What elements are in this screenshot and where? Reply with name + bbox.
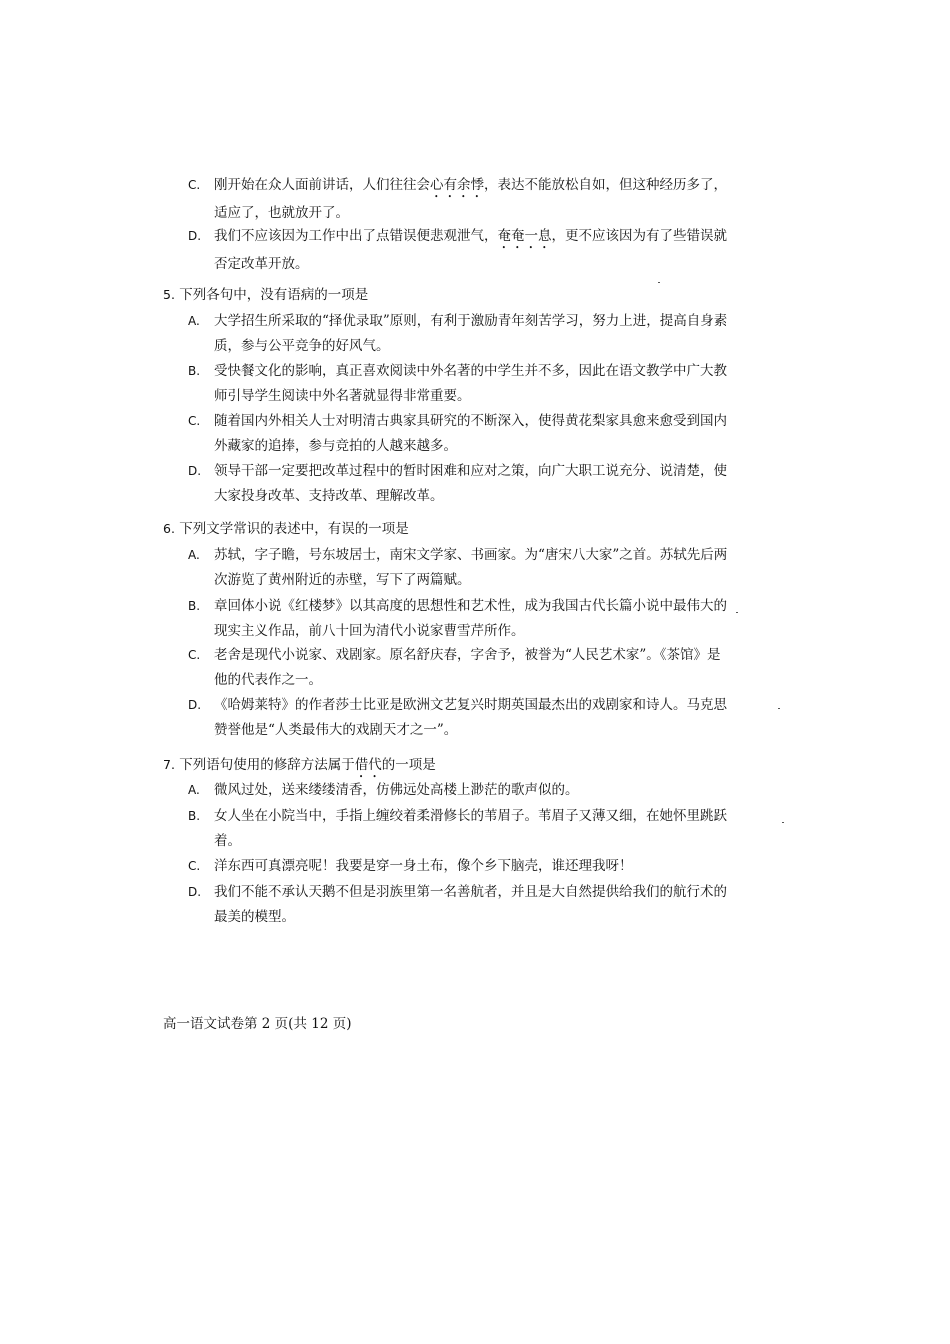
option-letter: D.	[188, 698, 202, 712]
question-5-stem	[163, 284, 723, 306]
question-7-option-d	[188, 880, 728, 930]
scan-speck	[736, 612, 738, 613]
option-text: 女人坐在小院当中，手指上缠绞着柔滑修长的苇眉子。苇眉子又薄又细，在她怀里跳跃着。	[214, 808, 727, 849]
option-letter: B.	[188, 809, 201, 823]
question-7-option-a	[188, 778, 728, 803]
question-7-option-c	[188, 854, 728, 879]
question-6-stem	[163, 518, 723, 540]
option-letter: D.	[188, 885, 202, 899]
question-number: 7.	[163, 757, 175, 772]
option-text: 我们不应该因为工作中出了点错误便悲观泄气，奄奄一息，更不应该因为有了些错误就否定改革开放。	[214, 228, 727, 272]
option-letter: A.	[188, 314, 200, 328]
option-text: 随着国内外相关人士对明清古典家具研究的不断深入，使得黄花梨家具愈来愈受到国内外藏家的追捧，参与竞拍的人越来越多。	[214, 413, 727, 454]
option-letter: C.	[188, 414, 201, 428]
option-letter: B.	[188, 599, 201, 613]
option-text: 洋东西可真漂亮呢！我要是穿一身土布，像个乡下脑壳，谁还理我呀！	[214, 858, 633, 874]
option-text: 大学招生所采取的“择优录取”原则，有利于激励青年刻苦学习，努力上进，提高自身素质，参与公平竞争的好风气。	[214, 313, 728, 354]
option-text: 章回体小说《红楼梦》以其高度的思想性和艺术性，成为我国古代长篇小说中最伟大的现实主义作品，前八十回为清代小说家曹雪芹所作。	[214, 598, 727, 639]
question-6-option-c	[188, 643, 728, 693]
question-5-option-d	[188, 459, 728, 509]
option-prev-c	[188, 173, 728, 226]
question-number: 5.	[163, 287, 175, 302]
option-text: 刚开始在众人面前讲话，人们往往会心有余悸，表达不能放松自如，但这种经历多了，适应了，也就放开了。	[214, 177, 727, 221]
option-letter: D.	[188, 464, 202, 478]
option-text: 苏轼，字子瞻，号东坡居士，南宋文学家、书画家。为“唐宋八大家”之首。苏轼先后两次游览了黄州附近的赤壁，写下了两篇赋。	[214, 547, 728, 588]
option-text: 受快餐文化的影响，真正喜欢阅读中外名著的中学生并不多，因此在语文教学中广大教师引导学生阅读中外名著就显得非常重要。	[214, 363, 727, 404]
question-6-option-a	[188, 543, 728, 593]
question-text: 下列各句中，没有语病的一项是	[179, 287, 369, 303]
question-7-option-b	[188, 804, 728, 854]
option-letter: C.	[188, 859, 201, 873]
scan-speck	[778, 708, 780, 709]
question-5-option-c	[188, 409, 728, 459]
emphasized-phrase: 奄奄一息	[497, 228, 552, 244]
question-7-stem	[163, 754, 723, 781]
question-5-option-b	[188, 359, 728, 409]
question-text: 下列文学常识的表述中，有误的一项是	[179, 521, 409, 537]
scan-speck	[658, 282, 660, 283]
option-text: 《哈姆莱特》的作者莎士比亚是欧洲文艺复兴时期英国最杰出的戏剧家和诗人。马克思赞誉他是“人类最伟大的戏剧天才之一”。	[214, 697, 727, 738]
option-letter: C.	[188, 178, 201, 192]
scan-speck	[782, 822, 784, 823]
option-text: 老舍是现代小说家、戏剧家。原名舒庆春，字舍予，被誉为“人民艺术家”。《茶馆》是他的代表作之一。	[214, 647, 721, 688]
option-letter: C.	[188, 648, 201, 662]
question-text: 下列语句使用的修辞方法属于借代的一项是	[179, 757, 436, 773]
option-letter: B.	[188, 364, 201, 378]
option-text: 我们不能不承认天鹅不但是羽族里第一名善航者，并且是大自然提供给我们的航行术的最美的模型。	[214, 884, 727, 925]
question-6-option-d	[188, 693, 728, 743]
option-letter: D.	[188, 229, 202, 243]
question-number: 6.	[163, 521, 175, 536]
option-prev-d	[188, 224, 728, 277]
emphasized-phrase: 借代	[354, 757, 382, 773]
option-text: 领导干部一定要把改革过程中的暂时困难和应对之策，向广大职工说充分、说清楚，使大家投身改革、支持改革、理解改革。	[214, 463, 727, 504]
option-letter: A.	[188, 783, 200, 797]
option-letter: A.	[188, 548, 200, 562]
question-6-option-b	[188, 594, 728, 644]
question-5-option-a	[188, 309, 728, 359]
option-text: 微风过处，送来缕缕清香，仿佛远处高楼上渺茫的歌声似的。	[214, 782, 579, 798]
page-footer: 高一语文试卷第 2 页(共 12 页)	[163, 1016, 352, 1032]
emphasized-phrase: 心有余悸	[430, 177, 484, 193]
